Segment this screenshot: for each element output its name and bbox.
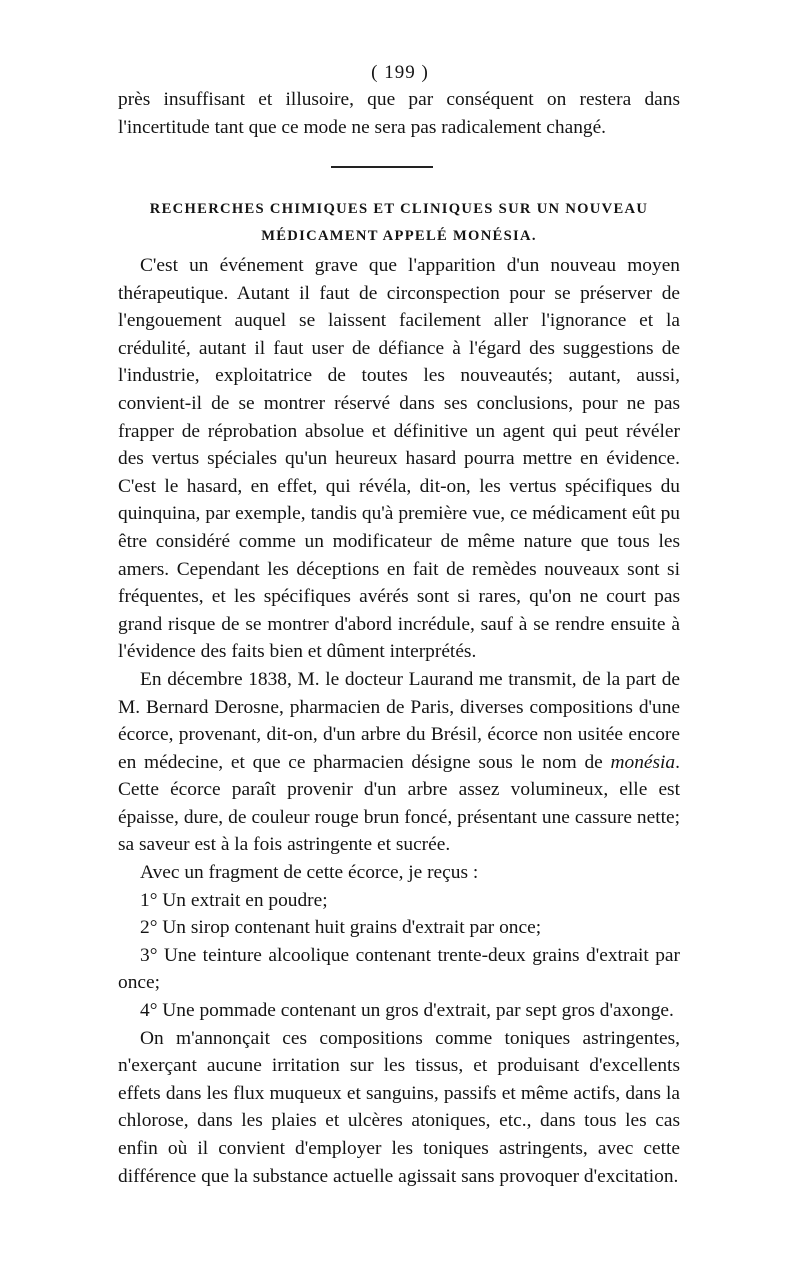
list-item: 3° Une teinture alcoolique contenant trente-deux grains d'extrait par once;: [118, 944, 680, 994]
heading-line-2: MÉDICAMENT APPELÉ MONÉSIA.: [261, 228, 537, 244]
paragraph-2-text-b: . Cette écorce paraît provenir d'un arbre assez volumineux, elle est épaisse, dure, de couleur rouge brun foncé, présentant une cassure nette; sa saveur est à la fois astringente et sucrée.: [118, 751, 680, 856]
intro-paragraph: près insuffisant et illusoire, que par conséquent on restera dans l'incertitude tant que ce mode ne sera pas radicalement changé.: [118, 89, 680, 138]
paragraph-1: C'est un événement grave que l'apparition d'un nouveau moyen thérapeutique. Autant il faut de circonspection pour se préserver de l'engouement auquel se laissent facilement aller l'ignorance et la crédulité, autant il faut user de défiance à l'égard des suggestions de l'industrie, exploitatrice de toutes les nouveautés; autant, aussi, convient-il de se montrer réservé dans ses conclusions, pour ne pas frapper de réprobation absolue et définitive un agent qui peut révéler des vertus spéciales qu'un heureux hasard pourra mettre en évidence. C'est le hasard, en effet, qui révéla, dit-on, les vertus spécifiques du quinquina, par exemple, tandis qu'à première vue, ce médicament eût pu être considéré comme un modificateur de même nature que tous les amers. Cependant les déceptions en fait de remèdes nouveaux sont si fréquentes, et les spécifiques avérés sont si rares, qu'on ne court pas grand risque de se montrer d'abord incrédule, sauf à se rendre ensuite à l'évidence des faits bien et dûment interprétés.: [118, 255, 680, 663]
page-number: ( 199 ): [371, 62, 429, 83]
list-item: 4° Une pommade contenant un gros d'extrait, par sept gros d'axonge.: [140, 1000, 674, 1022]
monesia-term: monésia: [610, 751, 676, 773]
intro-text-block: [118, 86, 680, 141]
paragraph-3: Avec un fragment de cette écorce, je reçus :: [140, 862, 479, 884]
heading-line-1: RECHERCHES CHIMIQUES ET CLINIQUES SUR UN NOUVEAU: [149, 201, 649, 217]
list-item: 1° Un extrait en poudre;: [140, 889, 328, 911]
paragraph-2-text-a: En décembre 1838, M. le docteur Laurand me transmit, de la part de M. Bernard Derosne, pharmacien de Paris, diverses compositions d'une écorce, provenant, dit-on, d'un arbre du Brésil, écorce non usitée encore en médecine, et que ce pharmacien désigne sous le nom de: [118, 668, 680, 773]
paragraph-4: On m'annonçait ces compositions comme toniques astringentes, n'exerçant aucune irritation sur les tissus, et produisant d'excellents effets dans les flux muqueux et sanguins, passifs et même actifs, dans la chlorose, dans les plaies et ulcères atoniques, etc., dans tous les cas enfin où il convient d'employer les toniques astringents, avec cette différence que la substance actuelle agissait sans provoquer d'excitation.: [118, 1027, 680, 1187]
article-body: [118, 252, 680, 1190]
section-heading: [118, 196, 680, 250]
paragraph-2: [118, 666, 680, 859]
list-item: 2° Un sirop contenant huit grains d'extrait par once;: [140, 917, 542, 939]
section-divider: [331, 166, 433, 168]
